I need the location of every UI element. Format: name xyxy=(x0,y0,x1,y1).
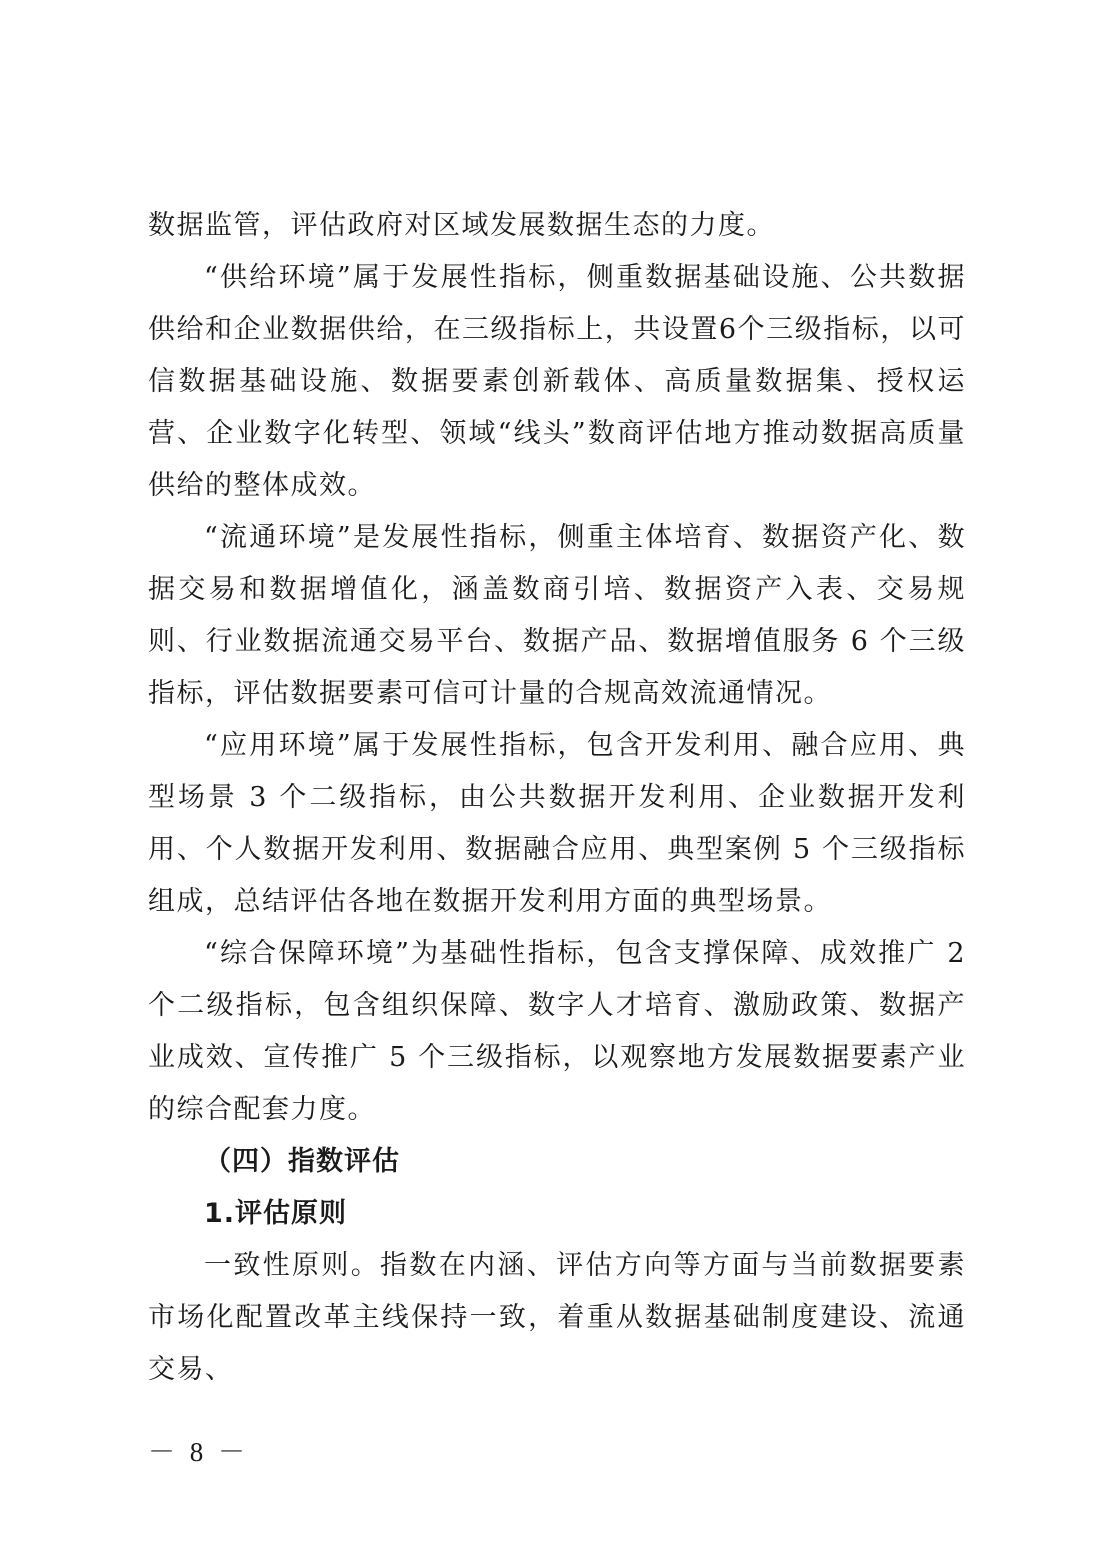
section-heading: （四）指数评估 xyxy=(204,1146,400,1177)
page-number: － 8 － xyxy=(148,1437,249,1467)
document-body xyxy=(148,200,966,1396)
paragraph-support-environment: “综合保障环境”为基础性指标，包含支撑保障、成效推广 2 个二级指标，包含组织保障、数字人才培育、激励政策、数据产业成效、宣传推广 5 个三级指标，以观察地方发展数据要素产业的综合配套力度。 xyxy=(148,938,966,1125)
subsection-heading: 1.评估原则 xyxy=(204,1198,348,1229)
paragraph-supply-environment: “供给环境”属于发展性指标，侧重数据基础设施、公共数据供给和企业数据供给，在三级指标上，共设置6个三级指标，以可信数据基础设施、数据要素创新载体、高质量数据集、授权运营、企业数字化转型、领域“线头”数商评估地方推动数据高质量供给的整体成效。 xyxy=(148,262,966,501)
paragraph-circulation-environment: “流通环境”是发展性指标，侧重主体培育、数据资产化、数据交易和数据增值化，涵盖数商引培、数据资产入表、交易规则、行业数据流通交易平台、数据产品、数据增值服务 6 个三级指标，评估数据要素可信可计量的合规高效流通情况。 xyxy=(148,522,966,709)
paragraph-continuation: 数据监管，评估政府对区域发展数据生态的力度。 xyxy=(148,210,775,241)
paragraph-application-environment: “应用环境”属于发展性指标，包含开发利用、融合应用、典型场景 3 个二级指标，由公共数据开发利用、企业数据开发利用、个人数据开发利用、数据融合应用、典型案例 5 个三级指标组成，总结评估各地在数据开发利用方面的典型场景。 xyxy=(148,730,966,917)
paragraph-consistency-principle: 一致性原则。指数在内涵、评估方向等方面与当前数据要素市场化配置改革主线保持一致，着重从数据基础制度建设、流通交易、 xyxy=(148,1250,966,1385)
